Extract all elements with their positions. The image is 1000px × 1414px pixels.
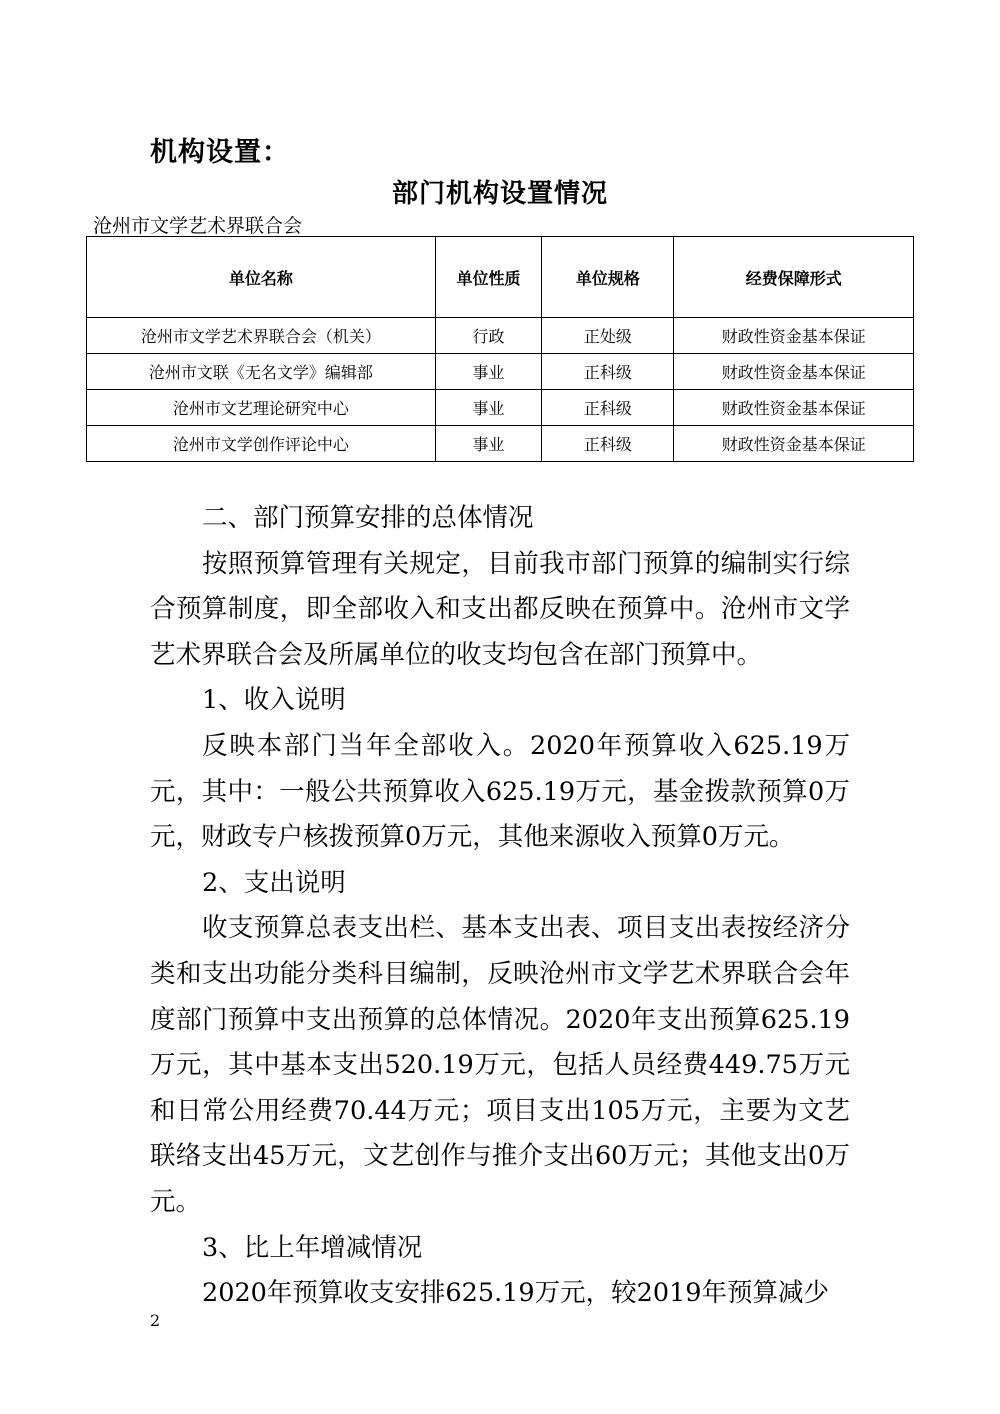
unit-caption: 沧州市文学艺术界联合会: [93, 215, 303, 237]
cell-unit-nature: 行政: [435, 318, 541, 354]
org-structure-table: [86, 236, 914, 462]
cell-funding-form: 财政性资金基本保证: [674, 426, 914, 462]
table-header-row: [87, 237, 914, 318]
table-row: [87, 318, 914, 354]
table-title: 部门机构设置情况: [391, 179, 608, 209]
subsection-heading: 二、部门预算安排的总体情况: [202, 503, 534, 533]
table-row: [87, 354, 914, 390]
header-unit-name: 单位名称: [87, 237, 436, 318]
paragraph: 反映本部门当年全部收入。2020年预算收入625.19万元，其中：一般公共预算收入625.19万元，基金拨款预算0万元，财政专户核拨预算0万元，其他来源收入预算0万元。: [150, 730, 850, 853]
cell-unit-level: 正科级: [542, 426, 674, 462]
cell-funding-form: 财政性资金基本保证: [674, 354, 914, 390]
cell-unit-nature: 事业: [435, 390, 541, 426]
cell-funding-form: 财政性资金基本保证: [674, 318, 914, 354]
paragraph: 收支预算总表支出栏、基本支出表、项目支出表按经济分类和支出功能分类科目编制，反映沧州市文学艺术界联合会年度部门预算中支出预算的总体情况。2020年支出预算625.19万元，其中基本支出520.19万元，包括人员经费449.75万元和日常公用经费70.44万元；项目支出105万元，主要为文艺联络支出45万元，文艺创作与推介支出60万元；其他支出0万元。: [150, 913, 850, 1217]
cell-unit-name: 沧州市文艺理论研究中心: [87, 390, 436, 426]
table-row: [87, 390, 914, 426]
cell-unit-nature: 事业: [435, 354, 541, 390]
cell-unit-level: 正科级: [542, 354, 674, 390]
cell-unit-level: 正处级: [542, 318, 674, 354]
header-funding-form: 经费保障形式: [674, 237, 914, 318]
cell-unit-name: 沧州市文学艺术界联合会（机关）: [87, 318, 436, 354]
table-row: [87, 426, 914, 462]
section-heading: 机构设置：: [150, 137, 290, 168]
header-unit-level: 单位规格: [542, 237, 674, 318]
subsection-heading: 2、支出说明: [202, 867, 346, 898]
page-number: 2: [150, 1311, 161, 1330]
body-text: [150, 496, 850, 1317]
cell-unit-level: 正科级: [542, 390, 674, 426]
cell-unit-nature: 事业: [435, 426, 541, 462]
paragraph: 2020年预算收支安排625.19万元，较2019年预算减少: [202, 1278, 830, 1309]
header-unit-nature: 单位性质: [435, 237, 541, 318]
subsection-heading: 1、收入说明: [202, 685, 346, 716]
cell-unit-name: 沧州市文学创作评论中心: [87, 426, 436, 462]
paragraph: 按照预算管理有关规定，目前我市部门预算的编制实行综合预算制度，即全部收入和支出都反映在预算中。沧州市文学艺术界联合会及所属单位的收支均包含在部门预算中。: [150, 548, 850, 670]
cell-unit-name: 沧州市文联《无名文学》编辑部: [87, 354, 436, 390]
cell-funding-form: 财政性资金基本保证: [674, 390, 914, 426]
subsection-heading: 3、比上年增减情况: [202, 1232, 423, 1263]
